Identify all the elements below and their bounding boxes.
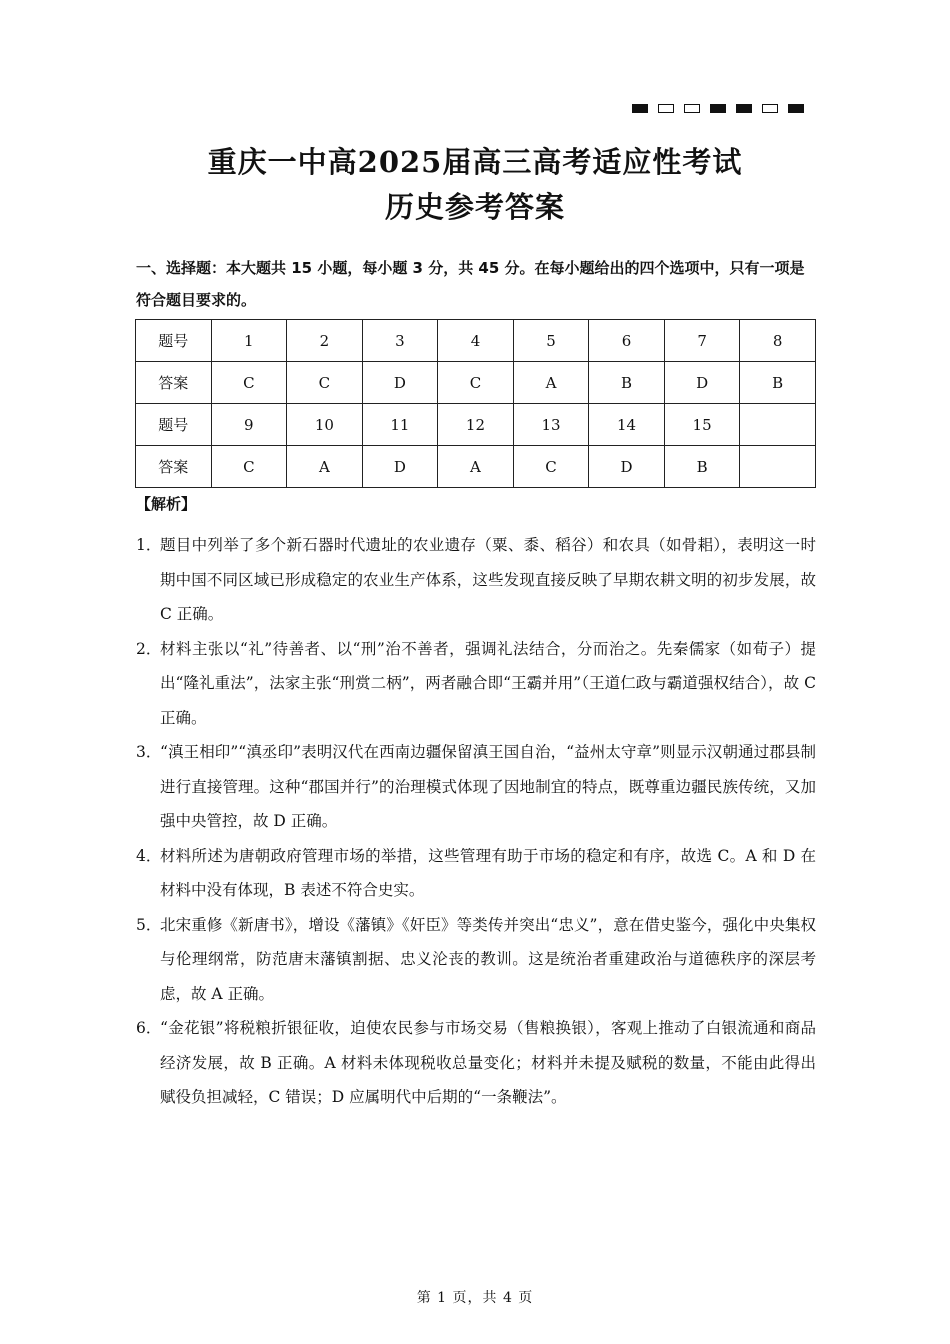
table-cell: C bbox=[211, 446, 287, 488]
table-cell: 6 bbox=[589, 320, 665, 362]
table-row bbox=[136, 446, 816, 488]
table-cell: D bbox=[362, 362, 438, 404]
header-mark bbox=[788, 104, 804, 113]
page-subtitle: 历史参考答案 bbox=[384, 190, 565, 224]
table-cell bbox=[740, 404, 816, 446]
list-item bbox=[136, 735, 816, 839]
table-cell: 10 bbox=[287, 404, 363, 446]
table-cell: 4 bbox=[438, 320, 514, 362]
item-number: 1． bbox=[136, 536, 162, 554]
table-cell: 7 bbox=[664, 320, 740, 362]
table-cell: A bbox=[287, 446, 363, 488]
table-cell: 12 bbox=[438, 404, 514, 446]
table-cell: D bbox=[362, 446, 438, 488]
item-number: 6． bbox=[136, 1019, 162, 1037]
table-cell bbox=[740, 446, 816, 488]
table-row bbox=[136, 362, 816, 404]
header-mark bbox=[736, 104, 752, 113]
table-cell: A bbox=[513, 362, 589, 404]
table-cell: 3 bbox=[362, 320, 438, 362]
header-mark bbox=[762, 104, 778, 113]
table-cell: 8 bbox=[740, 320, 816, 362]
table-cell: 11 bbox=[362, 404, 438, 446]
section-heading: 一、选择题：本大题共 15 小题，每小题 3 分，共 45 分。在每小题给出的四个选项中，只有一项是符合题目要求的。 bbox=[136, 259, 805, 309]
table-cell: 13 bbox=[513, 404, 589, 446]
item-text: “滇王相印”“滇丞印”表明汉代在西南边疆保留滇王国自治，“益州太守章”则显示汉朝通过郡县制进行直接管理。这种“郡国并行”的治理模式体现了因地制宜的特点，既尊重边疆民族传统，又加强中央管控，故 D 正确。 bbox=[160, 743, 816, 830]
table-cell: B bbox=[589, 362, 665, 404]
table-cell: 5 bbox=[513, 320, 589, 362]
item-number: 3． bbox=[136, 743, 162, 761]
item-number: 2． bbox=[136, 639, 162, 658]
page-title: 重庆一中高2025届高三高考适应性考试 bbox=[207, 145, 743, 179]
table-cell: 2 bbox=[287, 320, 363, 362]
header-mark bbox=[710, 104, 726, 113]
answer-table bbox=[135, 319, 816, 488]
header-mark bbox=[684, 104, 700, 113]
item-text: 北宋重修《新唐书》，增设《藩镇》《奸臣》等类传并突出“忠义”，意在借史鉴今，强化中央集权与伦理纲常，防范唐末藩镇割据、忠义沦丧的教训。这是统治者重建政治与道德秩序的深层考虑，故 A 正确。 bbox=[160, 915, 816, 1003]
table-cell: C bbox=[211, 362, 287, 404]
item-text: 材料主张以“礼”待善者、以“刑”治不善者，强调礼法结合，分而治之。先秦儒家（如荀子）提出“隆礼重法”，法家主张“刑赏二柄”，两者融合即“王霸并用”（王道仁政与霸道强权结合），故 C 正确。 bbox=[160, 639, 816, 727]
table-cell: B bbox=[740, 362, 816, 404]
page-footer: 第 1 页，共 4 页 bbox=[416, 1290, 534, 1306]
table-cell: 14 bbox=[589, 404, 665, 446]
table-cell: D bbox=[589, 446, 665, 488]
table-cell: 题号 bbox=[136, 404, 212, 446]
table-cell: 题号 bbox=[136, 320, 212, 362]
table-cell: 答案 bbox=[136, 362, 212, 404]
item-text: 材料所述为唐朝政府管理市场的举措，这些管理有助于市场的稳定和有序，故选 C。A 和 D 在材料中没有体现，B 表述不符合史实。 bbox=[160, 846, 816, 899]
list-item bbox=[136, 1011, 816, 1115]
table-cell: 答案 bbox=[136, 446, 212, 488]
table-cell: C bbox=[438, 362, 514, 404]
list-item bbox=[136, 839, 816, 908]
table-cell: C bbox=[287, 362, 363, 404]
table-cell: C bbox=[513, 446, 589, 488]
header-mark bbox=[632, 104, 648, 113]
table-cell: 15 bbox=[664, 404, 740, 446]
list-item bbox=[136, 528, 816, 632]
table-cell: B bbox=[664, 446, 740, 488]
table-cell: D bbox=[664, 362, 740, 404]
item-text: “金花银”将税粮折银征收，迫使农民参与市场交易（售粮换银），客观上推动了白银流通和商品经济发展，故 B 正确。A 材料未体现税收总量变化；材料并未提及赋税的数量，不能由此得出赋役负担减轻，C 错误；D 应属明代中后期的“一条鞭法”。 bbox=[160, 1019, 816, 1106]
table-row bbox=[136, 404, 816, 446]
table-cell: 9 bbox=[211, 404, 287, 446]
analysis-label: 【解析】 bbox=[136, 495, 197, 513]
list-item bbox=[136, 908, 816, 1012]
list-item bbox=[136, 632, 816, 736]
table-cell: A bbox=[438, 446, 514, 488]
header-mark bbox=[658, 104, 674, 113]
table-row bbox=[136, 320, 816, 362]
item-number: 5． bbox=[136, 915, 162, 934]
item-number: 4． bbox=[136, 846, 162, 865]
table-cell: 1 bbox=[211, 320, 287, 362]
explanation-list bbox=[136, 528, 816, 1115]
item-text: 题目中列举了多个新石器时代遗址的农业遗存（粟、黍、稻谷）和农具（如骨耜），表明这一时期中国不同区域已形成稳定的农业生产体系，这些发现直接反映了早期农耕文明的初步发展，故 C 正确。 bbox=[160, 536, 816, 623]
header-marks bbox=[632, 104, 804, 113]
